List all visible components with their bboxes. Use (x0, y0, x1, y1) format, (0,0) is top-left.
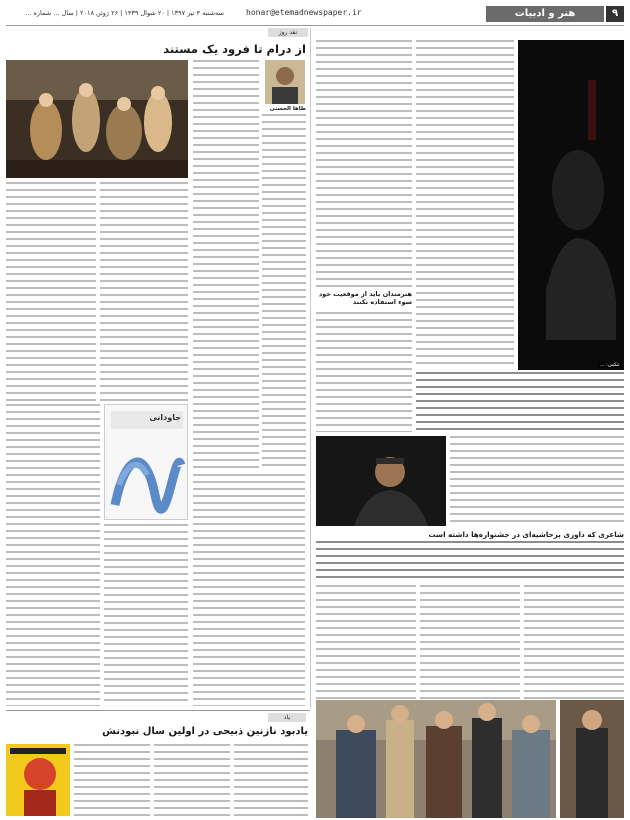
book-cover (104, 404, 188, 520)
interview-pullquote: شاعری که داوری پرحاشیه‌ای در جشنواره‌ها داشته است (428, 530, 624, 539)
top-article-column (100, 182, 188, 402)
portrait-caption: عکس: ... (599, 362, 620, 368)
top-article-title: از درام تا فرود یک مستند (163, 42, 306, 56)
theatre-stage-photo (6, 60, 188, 178)
interview-pullquote-body (316, 541, 624, 581)
interview-column (316, 312, 412, 432)
interview-column (316, 585, 416, 703)
top-article-kicker: نقد روز (268, 28, 308, 37)
top-article-column (193, 474, 305, 706)
portrait-dark-photo (518, 40, 624, 370)
interview-column (524, 585, 624, 703)
interview-lead (416, 372, 624, 432)
book-cover-title: جاودانی (149, 413, 181, 422)
page-number: ۹ (606, 6, 624, 22)
interview-column (420, 585, 520, 703)
bottom-article-kicker: یاد (268, 713, 306, 722)
page-header (6, 6, 624, 22)
street-side-photo (560, 700, 624, 818)
section-email[interactable]: honar@etemadnewspaper.ir (246, 8, 362, 17)
top-article-column (6, 182, 96, 402)
interview-column (450, 436, 624, 526)
dateline: سه‌شنبه ۴ تیر ۱۳۹۷ | ۲۰ شوال ۱۴۳۹ | ۲۶ ژوئن ۲۰۱۸ | سال ... شماره ... (25, 9, 224, 17)
header-rule (6, 25, 624, 26)
bottom-article-column (234, 744, 308, 816)
interviewee-photo (316, 436, 446, 526)
bottom-article-column (154, 744, 230, 816)
section-title: هنر و ادبیات (486, 6, 604, 22)
author-name: طاها الحسنی (269, 106, 306, 112)
interview-highlight: هنرمندان باید از موقعیت خود سوء استفاده نکنند (318, 290, 412, 306)
street-crowd-photo (316, 700, 556, 818)
top-article-column (104, 524, 188, 706)
top-article-column (262, 114, 306, 470)
top-article-column (193, 60, 259, 470)
interview-column (316, 40, 412, 288)
column-divider (310, 28, 311, 708)
bottom-article-rule (6, 710, 310, 711)
memorial-poster (6, 744, 70, 816)
bottom-article-column (74, 744, 150, 816)
top-article-column (6, 404, 100, 706)
author-portrait (265, 60, 305, 104)
interview-column (416, 40, 514, 368)
bottom-article-title: یادبود نازنین ذبیحی در اولین سال نبودنش (102, 726, 308, 737)
